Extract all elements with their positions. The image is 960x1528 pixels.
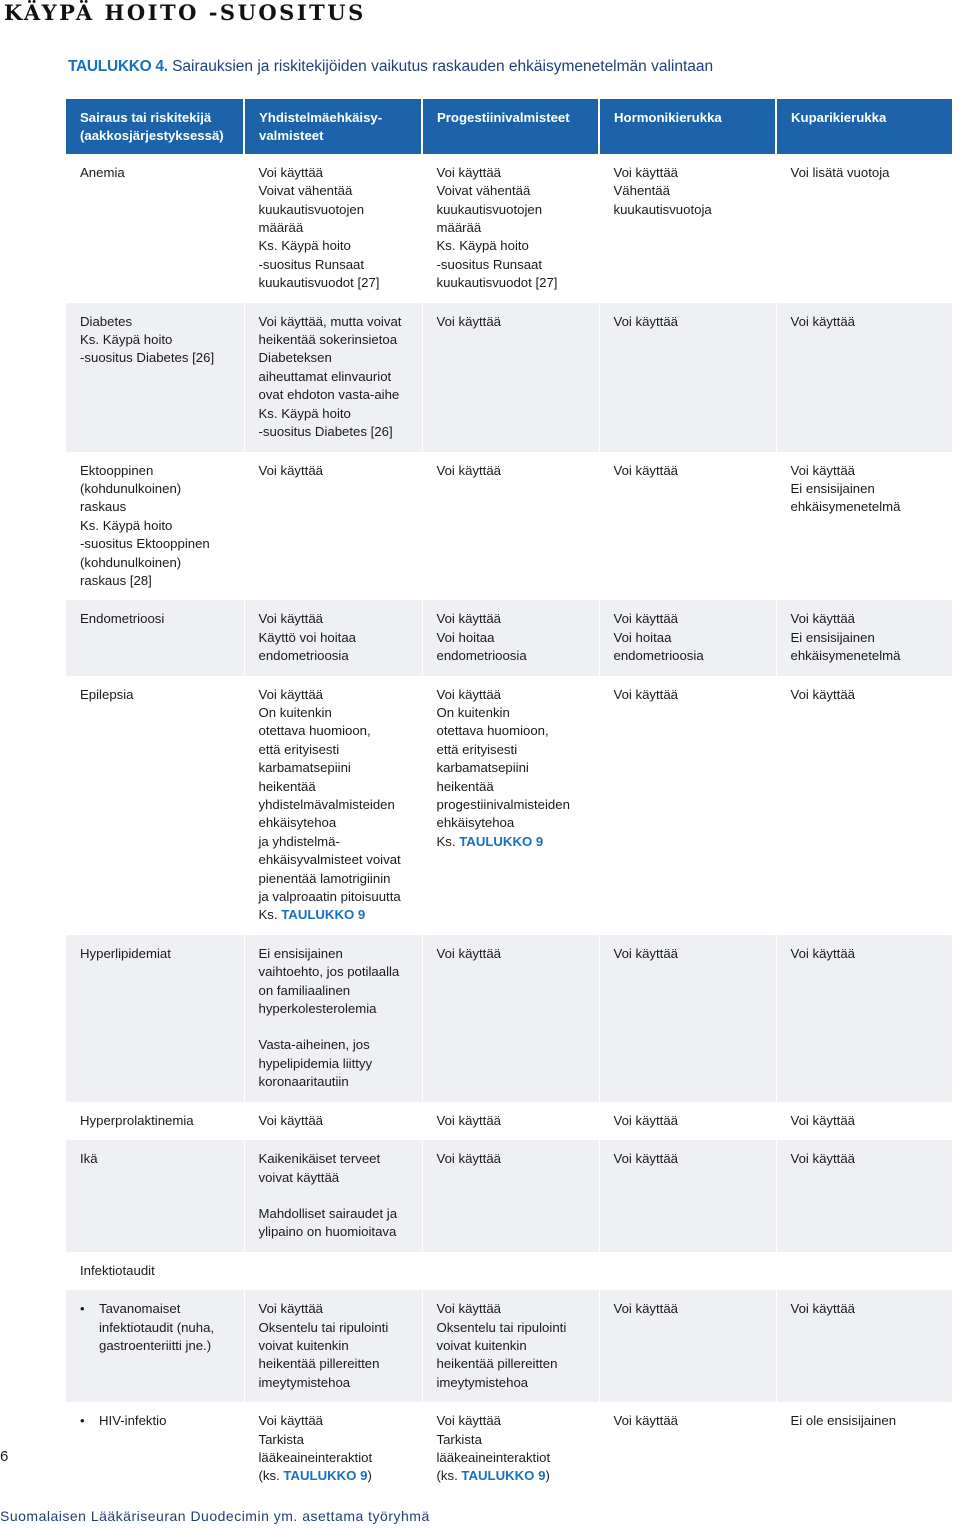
cell-line: endometrioosia	[436, 648, 527, 664]
ref-prefix: Ks.	[258, 907, 278, 923]
ref-suffix: )	[367, 1468, 372, 1484]
cell-line: otettava huomioon,	[436, 723, 549, 739]
cell-copper-iud	[776, 676, 952, 935]
cell-progestin	[422, 676, 599, 935]
cell-line: heikentää pillereitten	[258, 1356, 380, 1372]
cell-progestin	[422, 1402, 599, 1497]
cell-line: Voi hoitaa	[436, 629, 495, 645]
cell-line: Vasta-aiheinen, jos	[258, 1037, 370, 1053]
cell-line: infektiotaudit (nuha,	[99, 1319, 215, 1335]
cell-line: Diabetes	[80, 313, 133, 329]
cell-line: Ks. Käypä hoito	[258, 238, 351, 254]
cell-line: Voi käyttää	[258, 164, 324, 180]
header-copper-iud: Kuparikierukka	[776, 99, 952, 154]
ref-prefix: Ks.	[436, 833, 456, 849]
cell-line: Voi käyttää	[790, 686, 856, 702]
ref-suffix: )	[545, 1468, 550, 1484]
cell-combined	[244, 1102, 422, 1140]
cell-progestin	[422, 1102, 599, 1140]
cell-line: ehkäisytehoa	[436, 815, 515, 831]
cell-line: ehkäisytehoa	[258, 815, 337, 831]
cell-combined	[244, 676, 422, 935]
cell-line: Voi käyttää	[613, 1112, 679, 1128]
cell-line: hypelipidemia liittyy	[258, 1055, 373, 1071]
cell-line: On kuitenkin	[436, 704, 510, 720]
table-reference	[259, 906, 414, 924]
cell-copper-iud	[776, 154, 952, 303]
cell-line: Voivat vähentää	[436, 183, 531, 199]
cell-line: Hyperprolaktinemia	[80, 1112, 194, 1128]
cell-line: raskaus	[80, 499, 127, 515]
table-reference	[259, 1467, 414, 1485]
cell-hormonal-iud	[599, 935, 776, 1102]
cell-line: Voi käyttää	[436, 462, 502, 478]
ref-prefix: (ks.	[436, 1468, 458, 1484]
cell-line: Voi käyttää	[790, 611, 856, 627]
cell-copper-iud	[776, 303, 952, 452]
table-row	[66, 303, 952, 452]
cell-line: Voi käyttää	[613, 686, 679, 702]
page-number: 6	[0, 1448, 9, 1465]
table-caption-label: TAULUKKO 4.	[68, 58, 168, 75]
cell-line: Voi käyttää	[613, 164, 679, 180]
cell-line: voivat käyttää	[258, 1169, 340, 1185]
cell-hormonal-iud	[599, 600, 776, 675]
cell-line: voivat kuitenkin	[258, 1337, 349, 1353]
cell-line: lääkeaineinteraktiot	[258, 1449, 373, 1465]
cell-combined	[244, 600, 422, 675]
cell-copper-iud	[776, 1102, 952, 1140]
cell-line: määrää	[258, 220, 304, 236]
cell-line: Voi käyttää	[790, 313, 856, 329]
header-condition: Sairaus tai riskitekijä (aakkosjärjestyksessä)	[66, 99, 244, 154]
cell-condition	[66, 1140, 244, 1252]
cell-line: että erityisesti	[258, 741, 340, 757]
cell-condition	[66, 1402, 244, 1497]
cell-line: Voi käyttää	[258, 611, 324, 627]
cell-line: gastroenteriitti jne.)	[99, 1337, 212, 1353]
cell-line: Voi käyttää	[613, 313, 679, 329]
bullet-icon: •	[80, 1301, 85, 1317]
cell-combined	[244, 935, 422, 1102]
cell-line: -suositus Ektooppinen	[80, 536, 210, 552]
cell-line: Tavanomaiset	[99, 1301, 181, 1317]
cell-line: ja valproaatin pitoisuutta	[258, 889, 401, 905]
cell-line: (kohdunulkoinen)	[80, 554, 182, 570]
table-9-link[interactable]: TAULUKKO 9	[461, 1468, 546, 1484]
cell-progestin	[422, 935, 599, 1102]
cell-condition	[66, 303, 244, 452]
cell-line: vaihtoehto, jos potilaalla	[258, 964, 400, 980]
table-row	[66, 676, 952, 935]
cell-line: Ei ensisijainen	[790, 629, 875, 645]
cell-copper-iud	[776, 1290, 952, 1402]
cell-line: Vähentää	[613, 183, 670, 199]
cell-hormonal-iud	[599, 1102, 776, 1140]
cell-combined	[244, 452, 422, 601]
cell-combined	[244, 1290, 422, 1402]
table-row	[66, 1140, 952, 1252]
header-progestin: Progestiinivalmisteet	[422, 99, 599, 154]
cell-line: progestiinivalmisteiden	[436, 797, 570, 812]
cell-line: kuukautisvuotoja	[613, 201, 712, 217]
cell-hormonal-iud	[599, 1290, 776, 1402]
table-caption-text: Sairauksien ja riskitekijöiden vaikutus raskauden ehkäisymenetelmän valintaan	[172, 58, 714, 75]
cell-hormonal-iud	[599, 1140, 776, 1252]
cell-line: Voi käyttää	[258, 1112, 324, 1128]
cell-line: Kaikenikäiset terveet	[258, 1151, 381, 1167]
cell-line: imeytymistehoa	[258, 1374, 351, 1390]
cell-condition	[66, 676, 244, 935]
cell-combined	[244, 154, 422, 303]
cell-text	[99, 1412, 166, 1430]
cell-line: Mahdolliset sairaudet ja	[258, 1205, 398, 1221]
cell-line: ylipaino on huomioitava	[258, 1224, 397, 1240]
cell-line: karbamatsepiini	[436, 760, 529, 776]
cell-progestin	[422, 303, 599, 452]
cell-line: heikentää sokerinsietoa	[258, 332, 398, 348]
cell-progestin	[422, 452, 599, 601]
cell-line: Voi hoitaa	[613, 629, 672, 645]
cell-line: Ektooppinen	[80, 462, 154, 478]
cell-line: kuukautisvuodot [27]	[258, 275, 380, 291]
cell-line: Voi käyttää	[613, 462, 679, 478]
cell-line: Ks. Käypä hoito	[436, 238, 529, 254]
cell-hormonal-iud	[599, 303, 776, 452]
cell-text	[259, 1150, 414, 1187]
cell-line: HIV-infektio	[99, 1413, 167, 1429]
cell-text	[259, 1036, 414, 1091]
table-row	[66, 154, 952, 303]
cell-line: Voi käyttää	[258, 686, 324, 702]
table-row	[66, 935, 952, 1102]
cell-line: Ks. Käypä hoito	[80, 332, 173, 348]
cell-line: Käyttö voi hoitaa	[258, 629, 357, 645]
cell-line: On kuitenkin	[258, 704, 332, 720]
cell-line: Ei ensisijainen	[790, 480, 875, 496]
header-hormonal-iud: Hormonikierukka	[599, 99, 776, 154]
cell-line: Diabeteksen	[258, 350, 332, 366]
cell-line: raskaus [28]	[80, 572, 152, 588]
cell-line: Ikä	[80, 1151, 98, 1167]
cell-text	[259, 1412, 414, 1467]
bullet-item	[80, 1300, 236, 1355]
cell-line: otettava huomioon,	[258, 723, 371, 739]
cell-line: lääkeaineinteraktiot	[436, 1449, 551, 1465]
cell-combined	[244, 1402, 422, 1497]
cell-line: Voi käyttää	[790, 462, 856, 478]
cell-line: -suositus Diabetes [26]	[258, 424, 393, 440]
cell-line: Voi käyttää	[613, 1413, 679, 1429]
cell-text	[437, 1412, 591, 1467]
cell-line: Voi käyttää	[613, 1151, 679, 1167]
table-row	[66, 600, 952, 675]
cell-line: yhdistelmävalmisteiden	[258, 797, 395, 812]
cell-line: Voi käyttää	[436, 1301, 502, 1317]
cell-line: Anemia	[80, 164, 125, 180]
cell-hormonal-iud	[599, 452, 776, 601]
cell-line: Voivat vähentää	[258, 183, 353, 199]
cell-line: karbamatsepiini	[258, 760, 351, 776]
cell-line: ovat ehdoton vasta-aihe	[258, 387, 400, 403]
cell-line: Voi käyttää	[436, 313, 502, 329]
page-footer: Suomalaisen Lääkäriseuran Duodecimin ym. asettama työryhmä	[0, 1508, 430, 1524]
table-9-link[interactable]: TAULUKKO 9	[283, 1468, 368, 1484]
cell-condition	[66, 935, 244, 1102]
cell-line: ehkäisymenetelmä	[790, 499, 901, 515]
table-row	[66, 452, 952, 601]
cell-hormonal-iud	[599, 676, 776, 935]
contraception-table	[66, 99, 953, 1498]
cell-line: imeytymistehoa	[436, 1374, 529, 1390]
cell-line: Ks. Käypä hoito	[80, 517, 173, 533]
table-reference	[437, 1467, 591, 1485]
cell-line: Voi käyttää	[613, 611, 679, 627]
cell-text	[259, 686, 414, 907]
cell-line: endometrioosia	[258, 648, 349, 664]
cell-line: Voi käyttää	[790, 945, 856, 961]
cell-line: Tarkista	[258, 1431, 304, 1447]
cell-hormonal-iud	[599, 154, 776, 303]
cell-line: Ei ensisijainen	[258, 945, 343, 961]
cell-line: Voi käyttää	[436, 1151, 502, 1167]
cell-line: Voi käyttää	[790, 1151, 856, 1167]
cell-line: heikentää pillereitten	[436, 1356, 558, 1372]
cell-condition	[66, 600, 244, 675]
cell-line: -suositus Runsaat	[258, 256, 365, 272]
cell-line: hyperkolesterolemia	[258, 1001, 377, 1017]
table-row	[66, 1290, 952, 1402]
cell-line: aiheuttamat elinvauriot	[258, 368, 392, 384]
cell-line: kuukautisvuodot [27]	[436, 275, 558, 291]
cell-combined	[244, 1140, 422, 1252]
table-9-link[interactable]: TAULUKKO 9	[459, 833, 544, 849]
cell-line: (kohdunulkoinen)	[80, 480, 182, 496]
cell-line: Oksentelu tai ripulointi	[436, 1319, 567, 1335]
cell-line: Voi käyttää	[436, 611, 502, 627]
cell-copper-iud	[776, 1140, 952, 1252]
cell-line: Hyperlipidemiat	[80, 945, 171, 961]
cell-line: Voi käyttää	[436, 1413, 502, 1429]
brand-title: KÄYPÄ HOITO -SUOSITUS	[4, 0, 366, 25]
cell-line: kuukautisvuotojen	[436, 201, 543, 217]
table-row	[66, 1102, 952, 1140]
cell-progestin	[422, 154, 599, 303]
table-caption	[68, 58, 713, 76]
cell-line: kuukautisvuotojen	[258, 201, 365, 217]
cell-line: -suositus Runsaat	[436, 256, 543, 272]
cell-line: Voi käyttää	[258, 1301, 324, 1317]
cell-line: heikentää	[258, 778, 316, 794]
cell-line: Voi käyttää	[790, 1301, 856, 1317]
table-row	[66, 1252, 952, 1290]
cell-line: Voi käyttää	[436, 164, 502, 180]
cell-line: Voi käyttää	[436, 1112, 502, 1128]
cell-line: heikentää	[436, 778, 494, 794]
cell-line: Epilepsia	[80, 686, 134, 702]
cell-line: on familiaalinen	[258, 982, 351, 998]
cell-line: Ks. Käypä hoito	[258, 405, 351, 421]
cell-line: ja yhdistelmä-	[258, 833, 340, 849]
cell-line: Tarkista	[436, 1431, 482, 1447]
cell-combined	[244, 303, 422, 452]
cell-progestin	[422, 1140, 599, 1252]
cell-line: Voi käyttää	[436, 686, 502, 702]
cell-line: määrää	[436, 220, 482, 236]
cell-condition	[66, 1102, 244, 1140]
cell-copper-iud	[776, 935, 952, 1102]
cell-line: endometrioosia	[613, 648, 704, 664]
cell-text	[437, 686, 591, 833]
cell-line: -suositus Diabetes [26]	[80, 350, 215, 366]
cell-line: pienentää lamotrigiinin	[258, 870, 391, 886]
cell-condition	[66, 154, 244, 303]
cell-text	[99, 1300, 214, 1355]
cell-line: ehkäisymenetelmä	[790, 648, 901, 664]
cell-line: että erityisesti	[436, 741, 518, 757]
cell-text	[259, 1205, 414, 1242]
cell-progestin	[422, 1290, 599, 1402]
cell-copper-iud	[776, 600, 952, 675]
cell-condition	[66, 1252, 244, 1290]
cell-progestin	[422, 600, 599, 675]
cell-line: Oksentelu tai ripulointi	[258, 1319, 389, 1335]
cell-condition	[66, 452, 244, 601]
cell-line: Infektiotaudit	[80, 1262, 155, 1278]
ref-prefix: (ks.	[258, 1468, 280, 1484]
cell-line: Voi käyttää	[258, 1413, 324, 1429]
cell-copper-iud	[776, 452, 952, 601]
table-reference	[437, 833, 591, 851]
cell-line: koronaaritautiin	[258, 1074, 349, 1090]
cell-line: ehkäisyvalmisteet voivat	[258, 852, 401, 868]
bullet-item	[80, 1412, 236, 1430]
cell-line: Voi käyttää	[613, 945, 679, 961]
table-row	[66, 1402, 952, 1497]
bullet-icon: •	[80, 1413, 85, 1429]
cell-line: Voi käyttää	[258, 462, 324, 478]
cell-condition	[66, 1290, 244, 1402]
cell-line: Endometrioosi	[80, 611, 165, 627]
cell-text	[259, 945, 414, 1019]
table-header-row	[66, 99, 952, 154]
cell-line: Voi käyttää, mutta voivat	[258, 313, 402, 329]
cell-line: Voi käyttää	[436, 945, 502, 961]
header-combined: Yhdistelmäehkäisy-valmisteet	[244, 99, 422, 154]
cell-line: Voi lisätä vuotoja	[790, 164, 890, 180]
cell-line: Voi käyttää	[613, 1301, 679, 1317]
cell-line: Voi käyttää	[790, 1112, 856, 1128]
cell-copper-iud	[776, 1402, 952, 1497]
table-9-link[interactable]: TAULUKKO 9	[281, 907, 366, 923]
cell-line: Ei ole ensisijainen	[790, 1413, 897, 1429]
cell-hormonal-iud	[599, 1402, 776, 1497]
cell-line: voivat kuitenkin	[436, 1337, 527, 1353]
